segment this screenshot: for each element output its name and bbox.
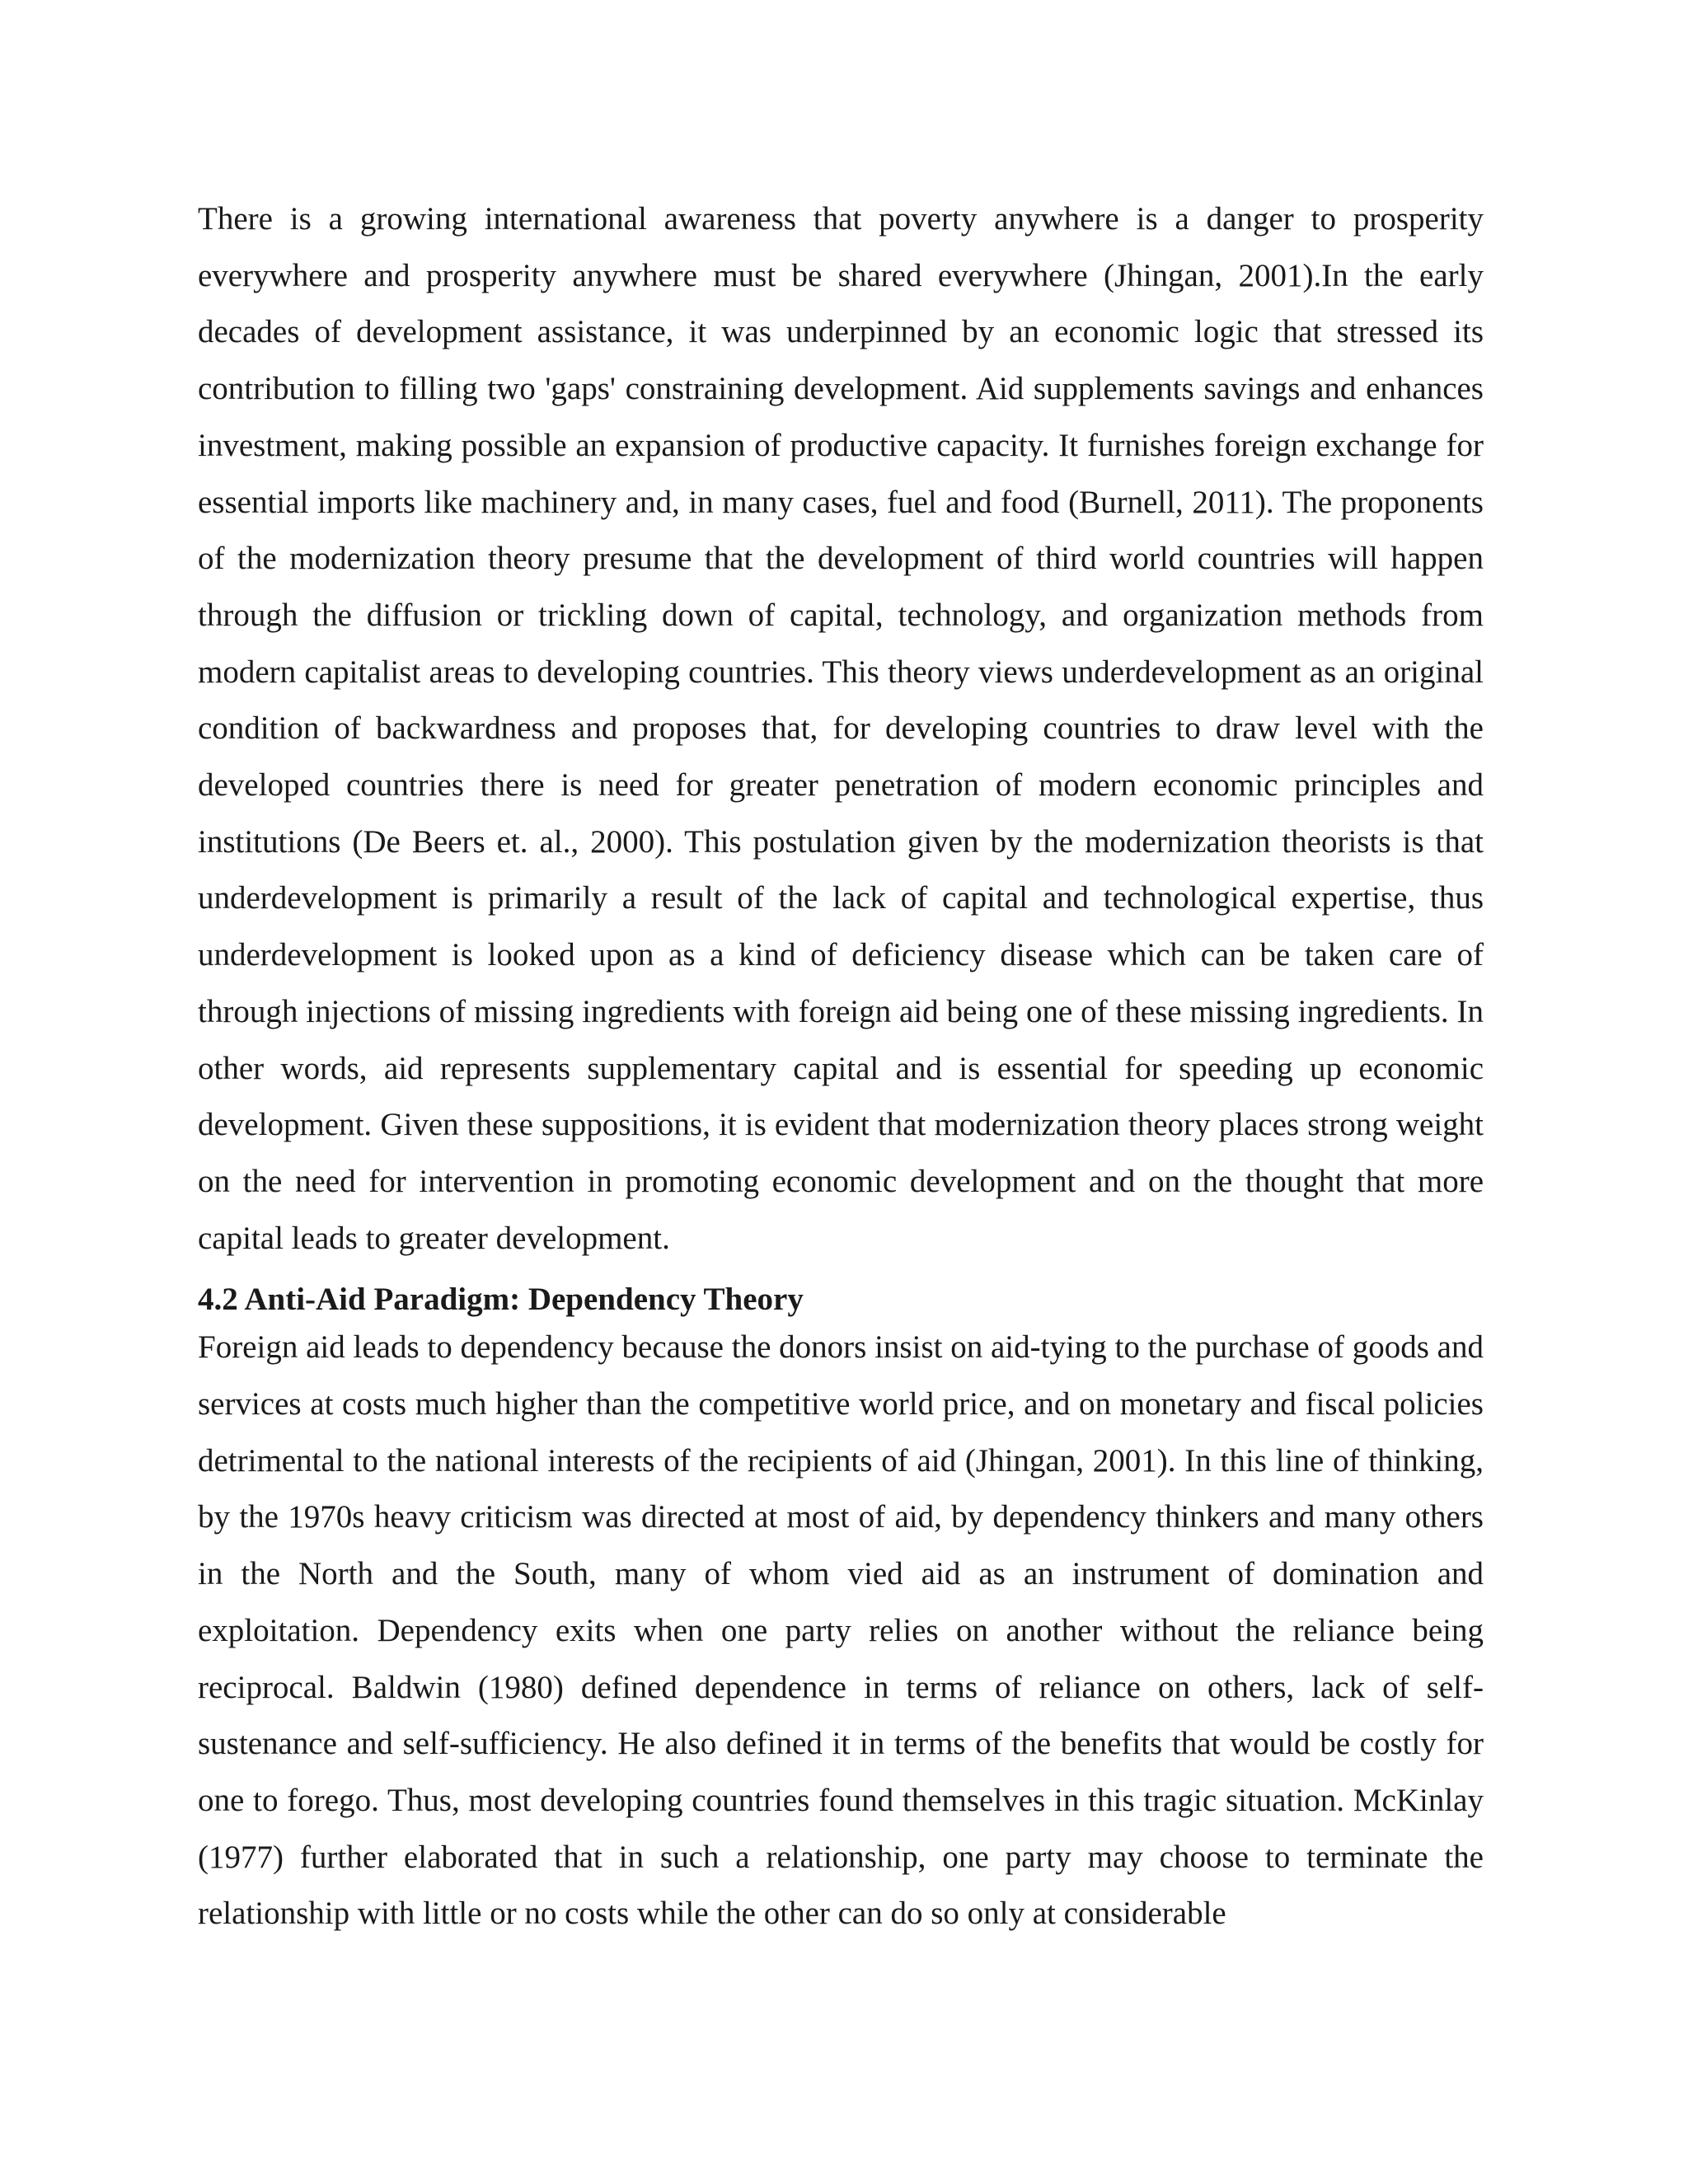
document-body [198,191,1484,1943]
body-paragraph-modernization: There is a growing international awareness that poverty anywhere is a danger to prosperity everywhere and prosperity anywhere must be shared everywhere (Jhingan, 2001).In the early decades of development assistance, it was underpinned by an economic logic that stressed its contribution to filling two 'gaps' constraining development. Aid supplements savings and enhances investment, making possible an expansion of productive capacity. It furnishes foreign exchange for essential imports like machinery and, in many cases, fuel and food (Burnell, 2011). The proponents of the modernization theory presume that the development of third world countries will happen through the diffusion or trickling down of capital, technology, and organization methods from modern capitalist areas to developing countries. This theory views underdevelopment as an original condition of backwardness and proposes that, for developing countries to draw level with the developed countries there is need for greater penetration of modern economic principles and institutions (De Beers et. al., 2000). This postulation given by the modernization theorists is that underdevelopment is primarily a result of the lack of capital and technological expertise, thus underdevelopment is looked upon as a kind of deficiency disease which can be taken care of through injections of missing ingredients with foreign aid being one of these missing ingredients. In other words, aid represents supplementary capital and is essential for speeding up economic development. Given these suppositions, it is evident that modernization theory places strong weight on the need for intervention in promoting economic development and on the thought that more capital leads to greater development. [198,201,1484,1256]
section-heading: 4.2 Anti-Aid Paradigm: Dependency Theory [198,1282,804,1318]
body-paragraph-dependency: Foreign aid leads to dependency because the donors insist on aid-tying to the purchase of goods and services at costs much higher than the competitive world price, and on monetary and fiscal policies detrimental to the national interests of the recipients of aid (Jhingan, 2001). In this line of thinking, by the 1970s heavy criticism was directed at most of aid, by dependency thinkers and many others in the North and the South, many of whom vied aid as an instrument of domination and exploitation. Dependency exits when one party relies on another without the reliance being reciprocal. Baldwin (1980) defined dependence in terms of reliance on others, lack of self-sustenance and self-sufficiency. He also defined it in terms of the benefits that would be costly for one to forego. Thus, most developing countries found themselves in this tragic situation. McKinlay (1977) further elaborated that in such a relationship, one party may choose to terminate the relationship with little or no costs while the other can do so only at considerable [198,1329,1484,1932]
